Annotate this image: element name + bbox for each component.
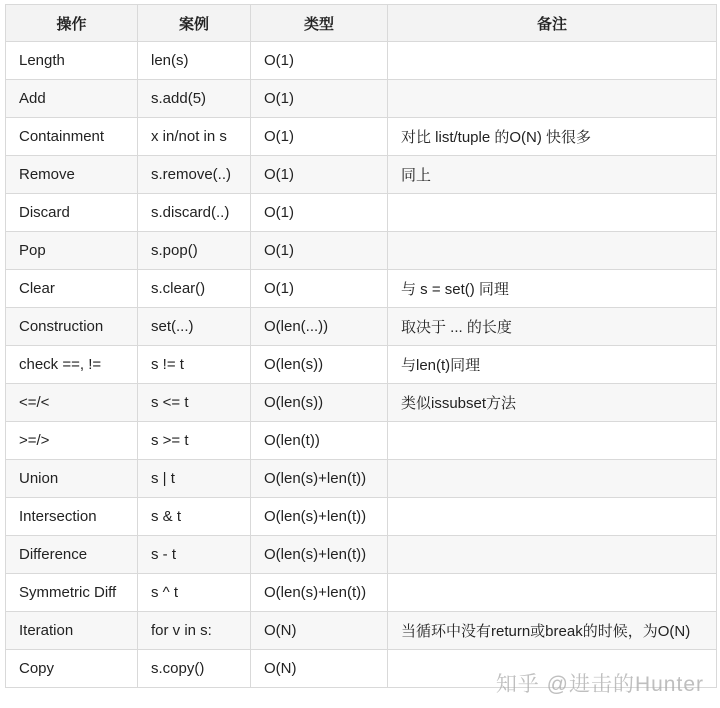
table-row [6,612,717,650]
cell-complexity: O(1) [251,118,388,156]
cell-operation: Length [6,42,138,80]
cell-operation: Intersection [6,498,138,536]
cell-operation: Construction [6,308,138,346]
cell-complexity: O(len(s)+len(t)) [251,498,388,536]
cell-complexity: O(len(...)) [251,308,388,346]
cell-complexity: O(1) [251,42,388,80]
table-row [6,536,717,574]
cell-notes [388,498,717,536]
cell-notes: 当循环中没有return或break的时候，为O(N) [388,612,717,650]
cell-operation: Pop [6,232,138,270]
cell-example: s.pop() [138,232,251,270]
cell-example: set(...) [138,308,251,346]
cell-notes: 与len(t)同理 [388,346,717,384]
table-row [6,270,717,308]
cell-operation: Iteration [6,612,138,650]
table-row [6,460,717,498]
table-row [6,498,717,536]
table-row [6,42,717,80]
cell-complexity: O(1) [251,232,388,270]
cell-operation: Remove [6,156,138,194]
cell-example: x in/not in s [138,118,251,156]
table-row [6,308,717,346]
cell-operation: Add [6,80,138,118]
header-notes: 备注 [388,5,717,42]
cell-operation: check ==, != [6,346,138,384]
cell-complexity: O(1) [251,270,388,308]
cell-notes: 类似issubset方法 [388,384,717,422]
cell-notes [388,574,717,612]
cell-example: s ^ t [138,574,251,612]
header-operation: 操作 [6,5,138,42]
cell-notes: 取决于 ... 的长度 [388,308,717,346]
cell-operation: Union [6,460,138,498]
cell-example: s.discard(..) [138,194,251,232]
cell-example: for v in s: [138,612,251,650]
cell-complexity: O(len(t)) [251,422,388,460]
cell-notes: 同上 [388,156,717,194]
cell-example: s.copy() [138,650,251,688]
cell-notes [388,460,717,498]
cell-operation: >=/> [6,422,138,460]
cell-operation: <=/< [6,384,138,422]
watermark: 知乎 @进击的Hunter [495,673,704,696]
cell-complexity: O(len(s)) [251,384,388,422]
cell-notes: 对比 list/tuple 的O(N) 快很多 [388,118,717,156]
table-row [6,384,717,422]
cell-example: s.remove(..) [138,156,251,194]
cell-notes: 与 s = set() 同理 [388,270,717,308]
cell-complexity: O(len(s)+len(t)) [251,460,388,498]
cell-notes [388,232,717,270]
table-row [6,194,717,232]
cell-notes [388,80,717,118]
table-row [6,422,717,460]
cell-operation: Clear [6,270,138,308]
cell-complexity: O(len(s)+len(t)) [251,536,388,574]
cell-example: s | t [138,460,251,498]
cell-operation: Copy [6,650,138,688]
cell-example: s != t [138,346,251,384]
cell-example: len(s) [138,42,251,80]
cell-example: s.add(5) [138,80,251,118]
header-complexity: 类型 [251,5,388,42]
cell-example: s.clear() [138,270,251,308]
cell-operation: Discard [6,194,138,232]
cell-complexity: O(1) [251,156,388,194]
cell-notes [388,194,717,232]
table-row [6,346,717,384]
cell-operation: Difference [6,536,138,574]
table-row [6,80,717,118]
cell-complexity: O(len(s)+len(t)) [251,574,388,612]
cell-operation: Containment [6,118,138,156]
cell-example: s >= t [138,422,251,460]
table-row [6,574,717,612]
table-row [6,232,717,270]
cell-complexity: O(len(s)) [251,346,388,384]
cell-complexity: O(N) [251,650,388,688]
table-row [6,118,717,156]
cell-notes [388,422,717,460]
header-row [6,5,717,42]
cell-operation: Symmetric Diff [6,574,138,612]
cell-notes [388,536,717,574]
cell-example: s - t [138,536,251,574]
cell-complexity: O(N) [251,612,388,650]
cell-complexity: O(1) [251,194,388,232]
complexity-table [5,4,717,688]
cell-example: s & t [138,498,251,536]
cell-example: s <= t [138,384,251,422]
header-example: 案例 [138,5,251,42]
cell-complexity: O(1) [251,80,388,118]
table-row [6,156,717,194]
cell-notes [388,42,717,80]
